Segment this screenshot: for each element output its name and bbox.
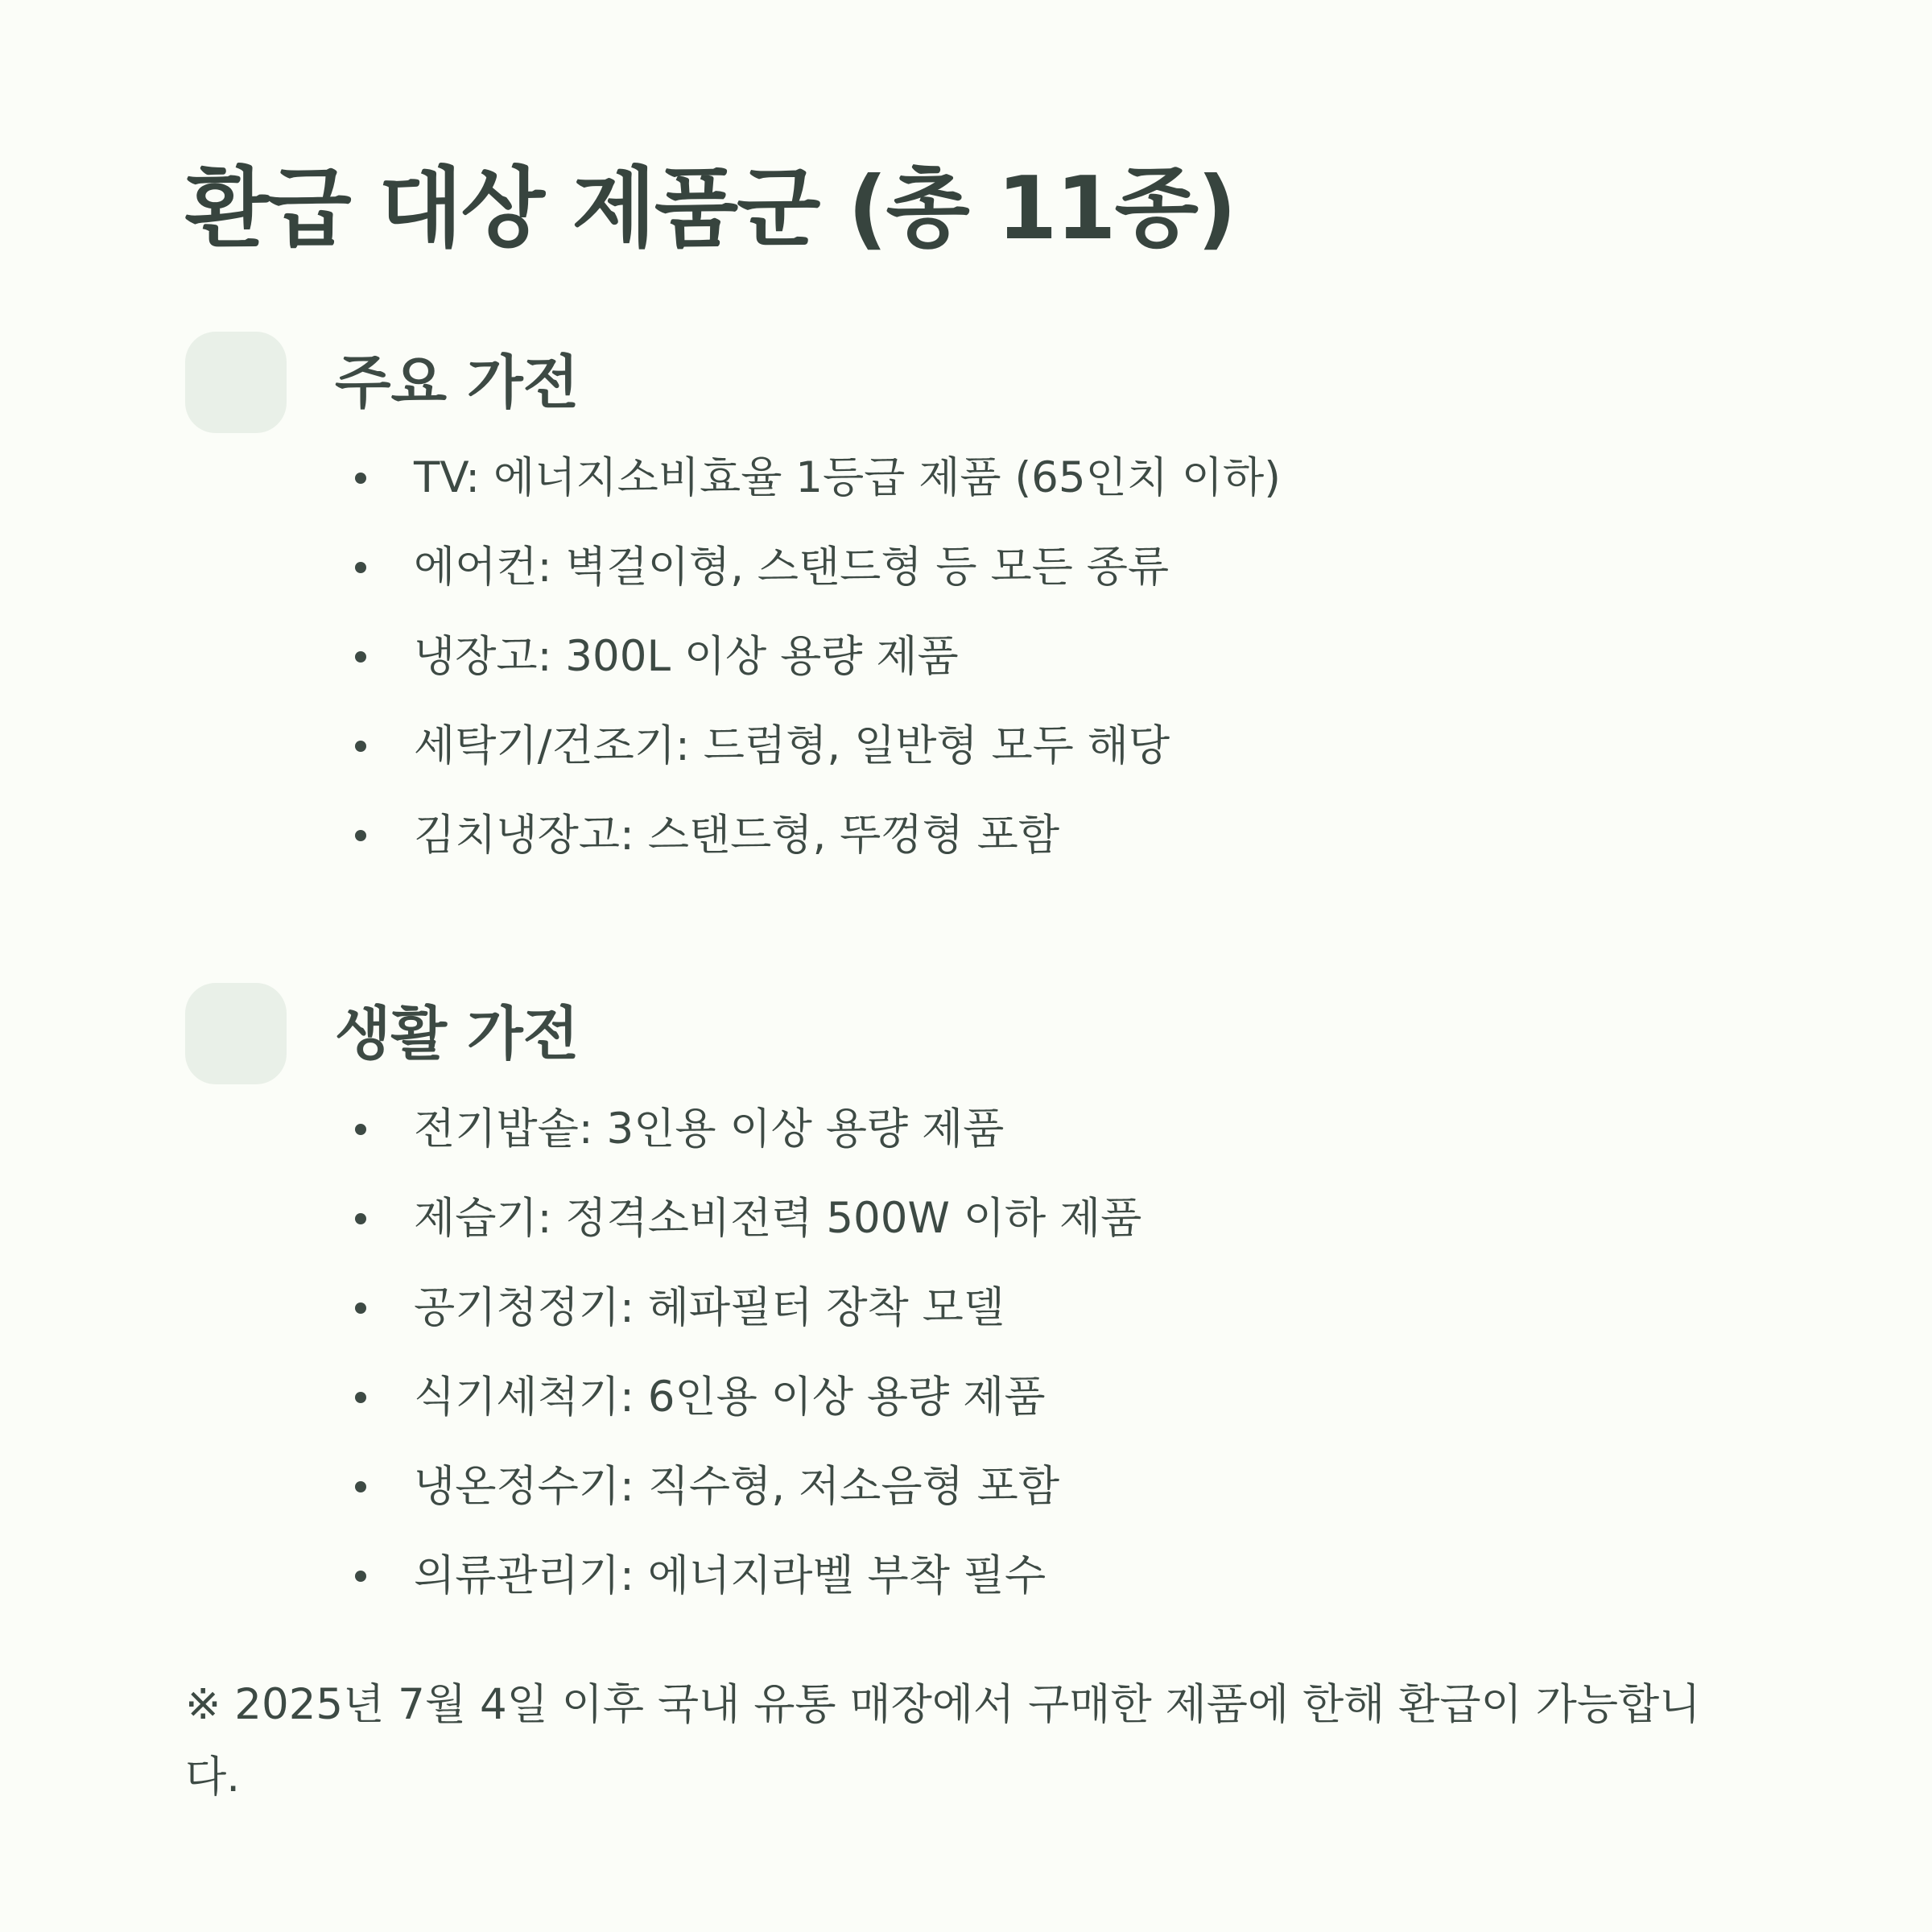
- bullet-icon: [355, 562, 366, 573]
- household-appliances-list: [185, 1084, 1763, 1620]
- bullet-icon: [355, 1481, 366, 1492]
- list-item: [335, 1263, 1763, 1352]
- major-appliances-icon: [185, 332, 287, 433]
- major-appliances-list: [185, 433, 1763, 880]
- list-item: [335, 1084, 1763, 1174]
- bullet-icon: [355, 741, 366, 752]
- list-item: [335, 791, 1763, 880]
- section-title-major-appliances: 주요 가전: [335, 349, 580, 416]
- list-item-text: 전기밥솥: 3인용 이상 용량 제품: [414, 1104, 1005, 1154]
- page-title: 환급 대상 제품군 (총 11종): [185, 159, 1236, 259]
- bullet-icon: [355, 651, 366, 663]
- list-item-text: 공기청정기: 헤파필터 장착 모델: [414, 1283, 1005, 1332]
- list-item: [335, 701, 1763, 791]
- list-item: [335, 1174, 1763, 1263]
- bullet-icon: [355, 830, 366, 841]
- bullet-icon: [355, 1571, 366, 1582]
- list-item: [335, 433, 1763, 522]
- list-item: [335, 522, 1763, 612]
- bullet-icon: [355, 1302, 366, 1314]
- bullet-icon: [355, 1213, 366, 1224]
- list-item-text: TV: 에너지소비효율 1등급 제품 (65인치 이하): [414, 453, 1281, 502]
- bullet-icon: [355, 1124, 366, 1135]
- list-item-text: 냉온정수기: 직수형, 저소음형 포함: [414, 1462, 1060, 1511]
- list-item: [335, 1442, 1763, 1531]
- purchase-date-note: ※ 2025년 7월 4일 이후 국내 유통 매장에서 구매한 제품에 한해 환급이 가능합니다.: [185, 1680, 1701, 1802]
- list-item-text: 에어컨: 벽걸이형, 스탠드형 등 모든 종류: [414, 543, 1170, 592]
- list-item: [335, 1352, 1763, 1442]
- bullet-icon: [355, 1392, 366, 1403]
- eligible-products-page: [185, 153, 1763, 1814]
- list-item-text: 식기세척기: 6인용 이상 용량 제품: [414, 1373, 1046, 1422]
- bullet-icon: [355, 473, 366, 484]
- list-item: [335, 612, 1763, 701]
- section-major-appliances: [185, 332, 1763, 880]
- list-item-text: 세탁기/건조기: 드럼형, 일반형 모두 해당: [414, 721, 1170, 770]
- section-household-appliances: [185, 983, 1763, 1620]
- list-item: [335, 1531, 1763, 1620]
- list-item-text: 김치냉장고: 스탠드형, 뚜껑형 포함: [414, 811, 1060, 860]
- section-title-household-appliances: 생활 가전: [335, 1000, 580, 1067]
- list-item-text: 의류관리기: 에너지라벨 부착 필수: [414, 1551, 1046, 1600]
- list-item-text: 냉장고: 300L 이상 용량 제품: [414, 632, 959, 681]
- household-appliances-icon: [185, 983, 287, 1084]
- list-item-text: 제습기: 정격소비전력 500W 이하 제품: [414, 1194, 1142, 1243]
